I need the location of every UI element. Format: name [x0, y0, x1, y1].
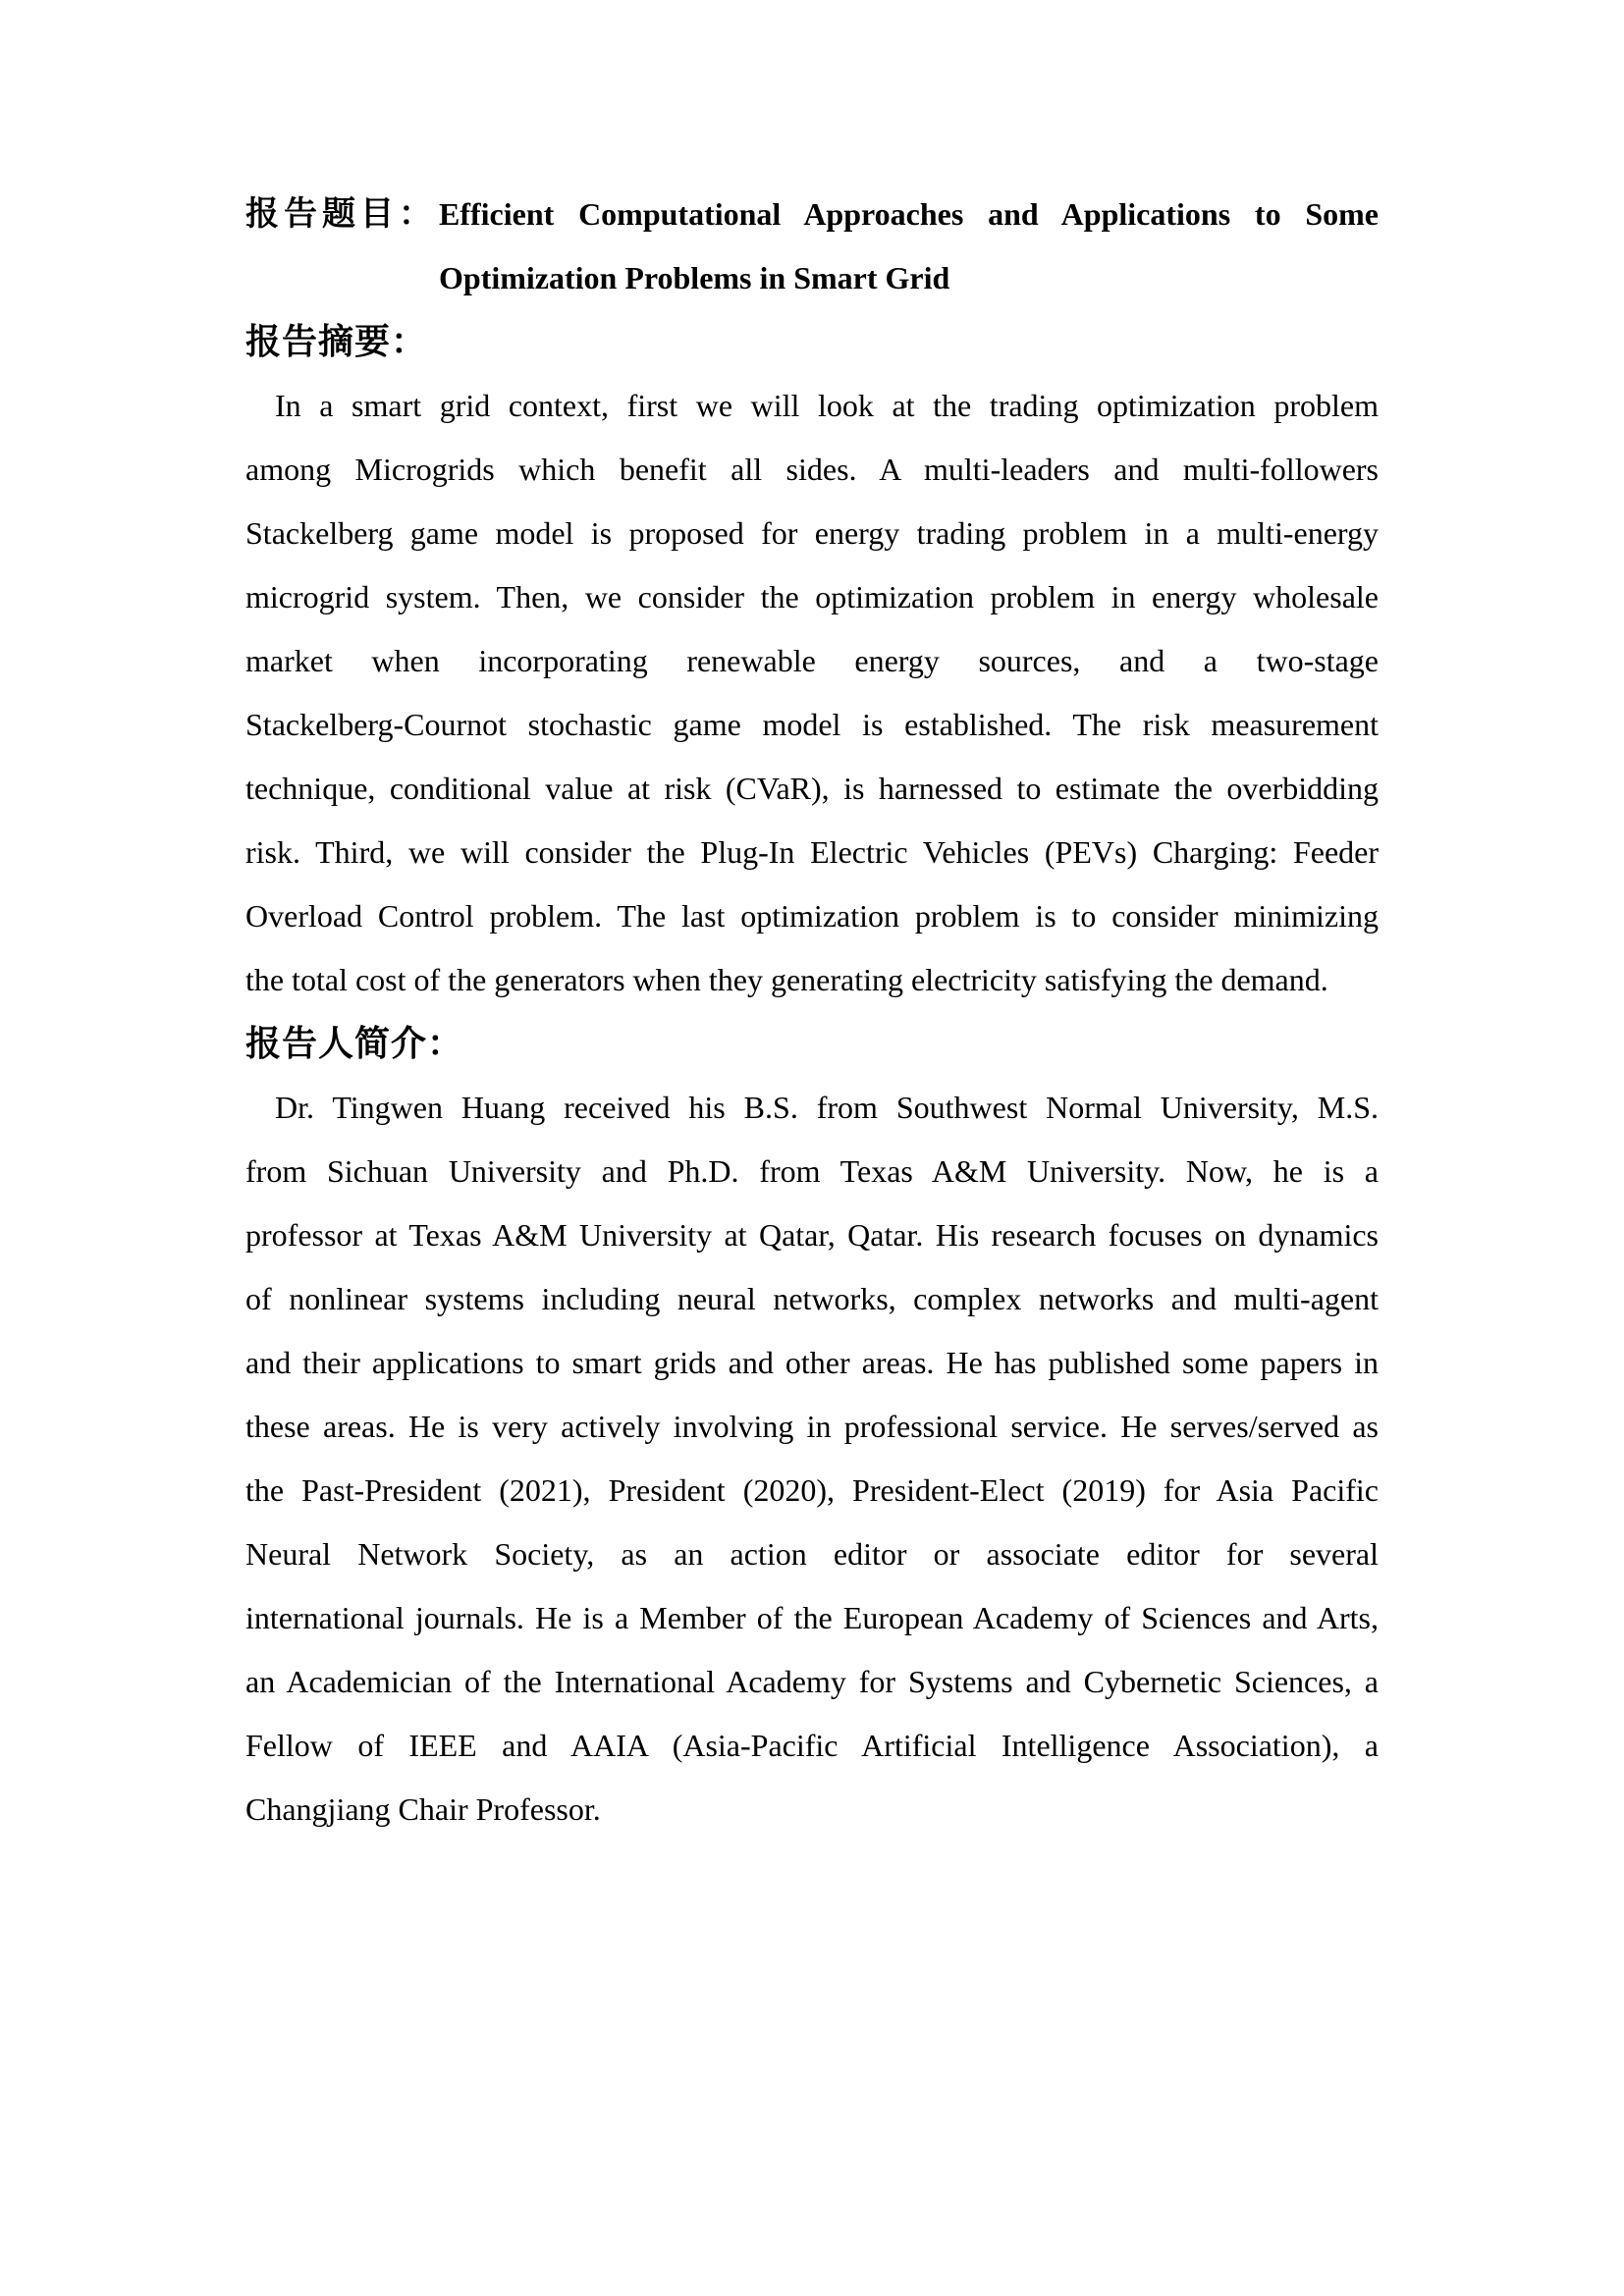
paragraph-line: Dr. Tingwen Huang received his B.S. from Southwest Normal University, M.S.	[275, 1090, 1379, 1125]
paragraph-line: Fellow of IEEE and AAIA (Asia-Pacific Artificial Intelligence Association), a	[245, 1728, 1379, 1763]
paragraph-line: Stackelberg-Cournot stochastic game model is established. The risk measurement	[245, 707, 1379, 742]
paragraph-line: the Past-President (2021), President (2020), President-Elect (2019) for Asia Pacific	[245, 1472, 1379, 1508]
paragraph-line: professor at Texas A&M University at Qatar, Qatar. His research focuses on dynamics	[245, 1217, 1379, 1253]
paragraph-line: of nonlinear systems including neural networks, complex networks and multi-agent	[245, 1281, 1379, 1316]
paragraph-line: technique, conditional value at risk (CVaR), is harnessed to estimate the overbidding	[245, 771, 1379, 806]
report-title-text: Efficient Computational Approaches and Applications to Some	[439, 196, 1379, 232]
paragraph-line: these areas. He is very actively involving in professional service. He serves/served as	[245, 1409, 1379, 1444]
report-title-line-2: Optimization Problems in Smart Grid	[439, 260, 950, 295]
paragraph-line: among Microgrids which benefit all sides. A multi-leaders and multi-followers	[245, 452, 1379, 487]
paragraph-line: international journals. He is a Member of the European Academy of Sciences and Arts,	[245, 1600, 1379, 1635]
paragraph-line: microgrid system. Then, we consider the optimization problem in energy wholesale	[245, 579, 1379, 614]
paragraph-line: market when incorporating renewable energy sources, and a two-stage	[245, 643, 1379, 678]
paragraph-line: risk. Third, we will consider the Plug-In Electric Vehicles (PEVs) Charging: Feeder	[245, 834, 1379, 870]
report-title	[245, 183, 1379, 310]
abstract-heading: 报告摘要：	[245, 322, 428, 361]
paragraph-line: Stackelberg game model is proposed for energy trading problem in a multi-energy	[245, 515, 1379, 551]
report-title-label: 报告题目：	[245, 196, 437, 233]
speaker-bio-heading: 报告人简介：	[245, 1024, 464, 1063]
paragraph-line: the total cost of the generators when they generating electricity satisfying the demand.	[245, 962, 1328, 997]
paragraph-line: from Sichuan University and Ph.D. from Texas A&M University. Now, he is a	[245, 1153, 1379, 1189]
paragraph-line: an Academician of the International Academy for Systems and Cybernetic Sciences, a	[245, 1664, 1379, 1699]
speaker-bio-paragraph	[245, 1076, 1379, 1842]
paragraph-line: and their applications to smart grids and other areas. He has published some papers in	[245, 1345, 1379, 1380]
paragraph-line: Changjiang Chair Professor.	[245, 1791, 601, 1827]
report-title-line-1	[245, 183, 1379, 246]
paragraph-line: Neural Network Society, as an action editor or associate editor for several	[245, 1536, 1379, 1572]
paragraph-line: In a smart grid context, first we will look at the trading optimization problem	[275, 388, 1379, 423]
abstract-paragraph	[245, 374, 1379, 1012]
paragraph-line: Overload Control problem. The last optimization problem is to consider minimizing	[245, 898, 1379, 934]
